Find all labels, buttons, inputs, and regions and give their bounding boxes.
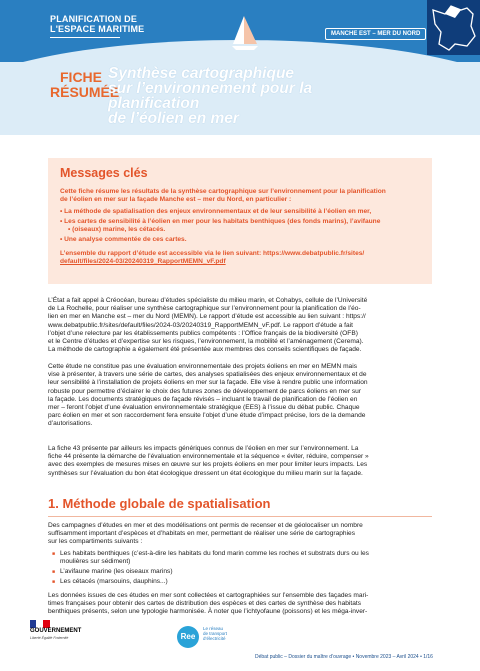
key-intro-2: de l’éolien en mer sur la façade Manche est – mer du Nord, en particulier :	[60, 196, 292, 203]
key-intro-1: Cette fiche résume les résultats de la synthèse cartographique sur l’environnement pour la planification	[60, 188, 386, 195]
gov-label: GOUVERNEMENT	[30, 628, 82, 634]
list-item: ■ Les habitats benthiques (c’est-à-dire les habitats du fond marin comme les roches et substrats durs ou les	[60, 550, 430, 558]
page-footer	[0, 620, 480, 671]
list-item: ■ L’avifaune marine (les oiseaux marins)	[60, 568, 430, 576]
footer-note: Débat public – Dossier du maître d’ouvrage • Novembre 2023 – Avril 2024 • 1/16	[255, 654, 433, 660]
key-link-2[interactable]: default/files/2024-03/20240319_RapportMEMN_vF.pdf	[60, 258, 226, 265]
paragraph-2: Cette étude ne constitue pas une évaluation environnementale des projets éoliens en mer en MEMN mais vise à présenter, à travers une série de cartes, des analyses spatialisées des enjeux environnementaux et de leur sensibilité à l’installation de projets éoliens en mer sur la façade. Elle vise à rendre public une information robuste pour permettre d’éclairer le choix des futures zones de développement de parcs éoliens en mer sur la façade. Les documents stratégiques de façade révisés – incluant le travail de planification de l’éolien en mer – feront l’objet d’une évaluation environnementale stratégique (EES) à l’issue du débat public. Chaque parc éolien en mer et son raccordement fera ensuite l’objet d’une étude d’impact précise, lors de la demande d’autorisations.	[48, 363, 368, 428]
paragraph-3: La fiche 43 présente par ailleurs les impacts génériques connus de l’éolien en mer sur l’environnement. La fiche 44 présente la démarche de l’évaluation environnementale et la séquence « éviter, réduire, compenser » avec des exemples de mesures mises en œuvre sur les projets éoliens en mer pour limiter leurs impacts. Les synthèses sur l’évaluation du bon état écologique dressent un état écologique du milieu marin sur la façade.	[48, 445, 369, 477]
marianne-logo-icon	[30, 620, 50, 628]
key-item: • La méthode de spatialisation des enjeux environnementaux et de leur sensibilité à l’éolien en mer,	[60, 208, 420, 216]
section-rule	[48, 516, 432, 517]
sailboat-icon	[230, 14, 260, 52]
key-item-continued: • (oiseaux) marine, les cétacés.	[60, 226, 420, 234]
key-messages-box	[48, 158, 432, 284]
gov-motto: Liberté Égalité Fraternité	[30, 636, 69, 640]
page-title: Synthèse cartographique sur l’environnement pour la planification de l’éolien en mer	[108, 65, 313, 127]
fiche-label: FICHE RÉSUMÉE	[50, 69, 120, 100]
france-map-icon	[427, 0, 480, 55]
section-heading: 1. Méthode globale de spatialisation	[48, 496, 271, 511]
brand-label: PLANIFICATION DE L'ESPACE MARITIME	[50, 14, 144, 38]
paragraph-1: L’État a fait appel à Créocéan, bureau d’études spécialiste du milieu marin, et Cohabys, cellule de l’Université de La Rochelle, pour réaliser une synthèse cartographique sur l’environnement pour la planification de l’éo- lien en mer en Manche est – mer du Nord (MEMN). Le rapport d’étude est accessible au lien suivant : https:// www.debatpublic.fr/sites/default/files/2024-03/20240319_RapportMEMN_vF.pdf. Le rapport d’étude a fait l’objet d’une relecture par les établissements publics compétents : l’Office français de la biodiversité (OFB) et le Centre d’études et d’expertise sur les risques, l’environnement, la mobilité et l’aménagement (Cerema). La méthode de cartographie a également été présentée aux membres des conseils scientifiques de façade.	[48, 297, 368, 354]
key-messages-heading: Messages clés	[60, 166, 148, 180]
rte-logo-icon: Ree	[177, 626, 199, 648]
key-item: • Les cartes de sensibilité à l’éolien en mer pour les habitats benthiques (des fonds marins), l’avifaune	[60, 218, 420, 226]
page-header	[0, 0, 480, 135]
list-item: ■ Les cétacés (marsouins, dauphins...)	[60, 578, 430, 586]
key-link-1[interactable]: L’ensemble du rapport d’étude est accessible via le lien suivant: https://www.debatpublic.fr/sites/	[60, 250, 365, 257]
rte-text: Le réseau de transport d’électricité	[203, 626, 228, 641]
section-outro: Les données issues de ces études en mer sont collectées et cartographiées sur l’ensemble des façades mari- times françaises pour obtenir des cartes de distribution des espèces et des cartes de synthèse des habitats benthiques présents, selon une typologie harmonisée. À noter que l’ichtyofaune (poissons) et les méga-inver-	[48, 592, 369, 616]
section-intro: Des campagnes d’études en mer et des modélisations ont permis de recenser et de géolocaliser un nombre suffisamment important d’espèces et d’habitats en mer, permettant de réaliser une série de cartographies sur les compartiments suivants :	[48, 522, 363, 546]
list-item-continued: moulières sur sédiment)	[60, 558, 131, 565]
key-item: • Une analyse commentée de ces cartes.	[60, 236, 420, 244]
region-tag: MANCHE EST – MER DU NORD	[325, 28, 426, 40]
